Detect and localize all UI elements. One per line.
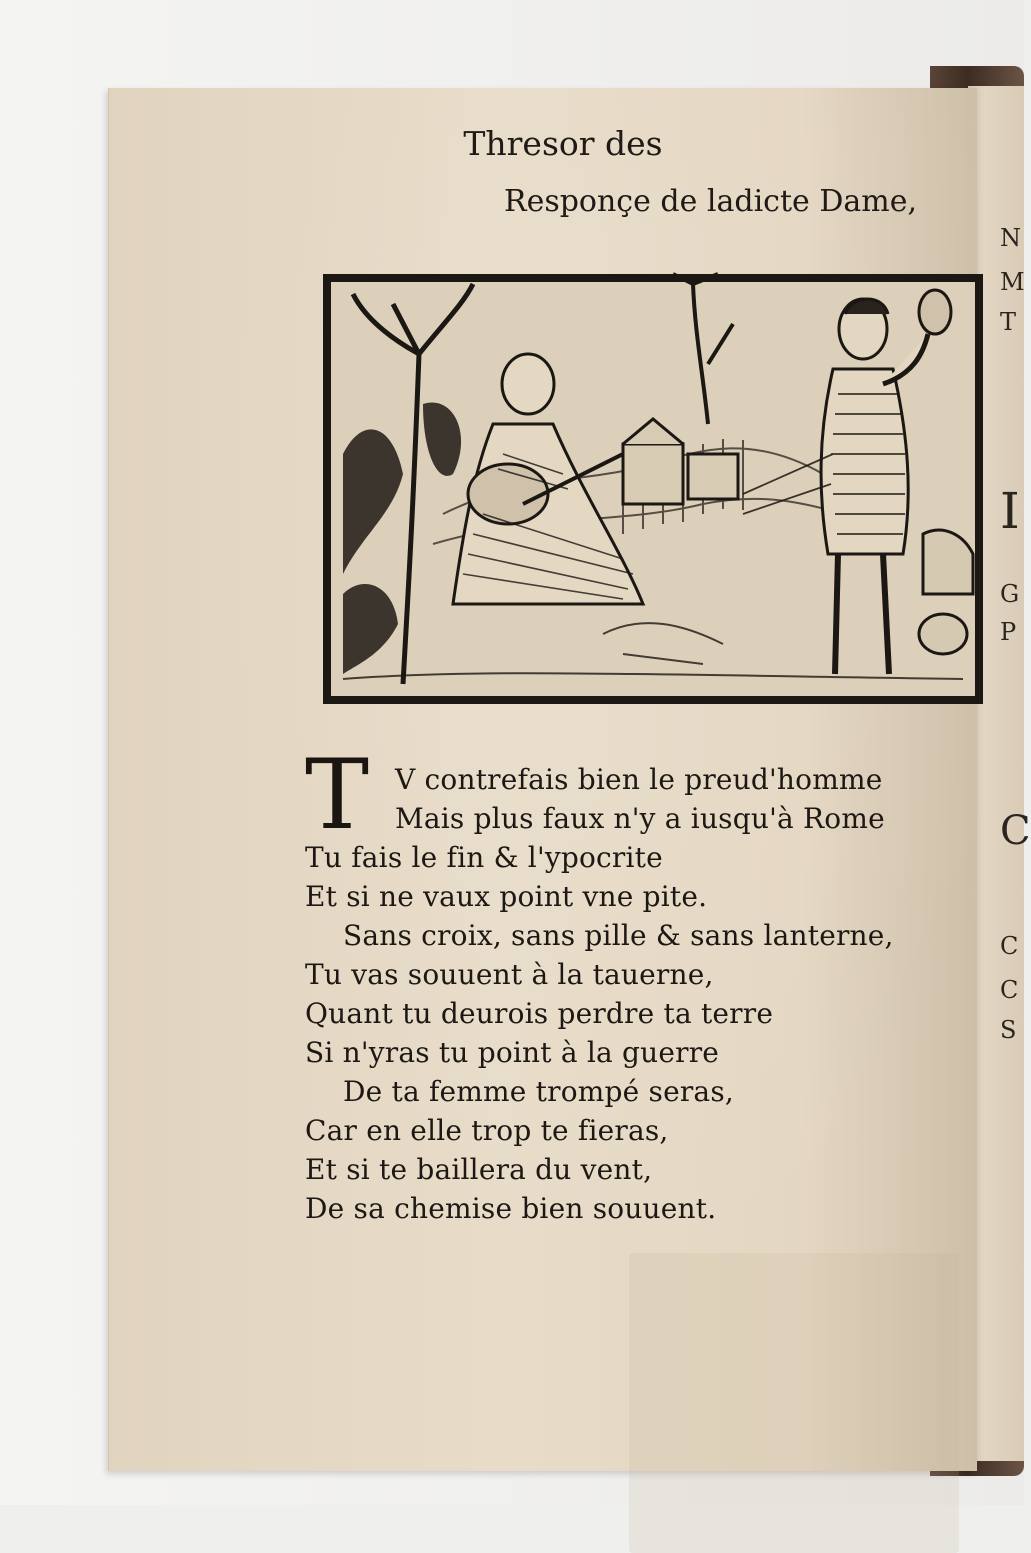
facing-page-letter: N xyxy=(1000,224,1021,252)
facing-page-letter: C xyxy=(1000,808,1031,854)
section-heading: Responçe de ladicte Dame, xyxy=(503,184,917,219)
poem xyxy=(305,739,977,1228)
woodcut-illustration xyxy=(323,274,979,704)
running-title: Thresor des xyxy=(463,124,663,163)
poem-line: Et si ne vaux point vne pite. xyxy=(305,880,708,913)
poem-line: V contrefais bien le preud'homme xyxy=(395,763,883,796)
poem-line: De ta femme trompé seras, xyxy=(343,1075,734,1108)
poem-line: Quant tu deurois perdre ta terre xyxy=(305,997,774,1030)
facing-page-letter: C xyxy=(1000,932,1019,960)
facing-page-letter: P xyxy=(1000,618,1017,646)
poem-line: Et si te baillera du vent, xyxy=(305,1153,653,1186)
drop-cap: T xyxy=(305,739,370,851)
facing-page-letter: I xyxy=(1000,482,1020,540)
poem-line: Mais plus faux n'y a iusqu'à Rome xyxy=(395,802,885,835)
facing-page-letter: M xyxy=(1000,268,1025,296)
poem-line: Car en elle trop te fieras, xyxy=(305,1114,669,1147)
facing-page-letter: S xyxy=(1000,1016,1017,1044)
poem-line: Si n'yras tu point à la guerre xyxy=(305,1036,720,1069)
facing-page-letter: T xyxy=(1000,308,1017,336)
poem-line: De sa chemise bien souuent. xyxy=(305,1192,717,1225)
paper-stain xyxy=(629,1253,959,1553)
poem-line: Tu vas souuent à la tauerne, xyxy=(305,958,714,991)
poem-line: Tu fais le fin & l'ypocrite xyxy=(305,841,663,874)
poem-line: Sans croix, sans pille & sans lanterne, xyxy=(343,919,894,952)
book-page xyxy=(108,88,977,1471)
facing-page-letter: C xyxy=(1000,976,1019,1004)
facing-page-letter: G xyxy=(1000,580,1020,608)
